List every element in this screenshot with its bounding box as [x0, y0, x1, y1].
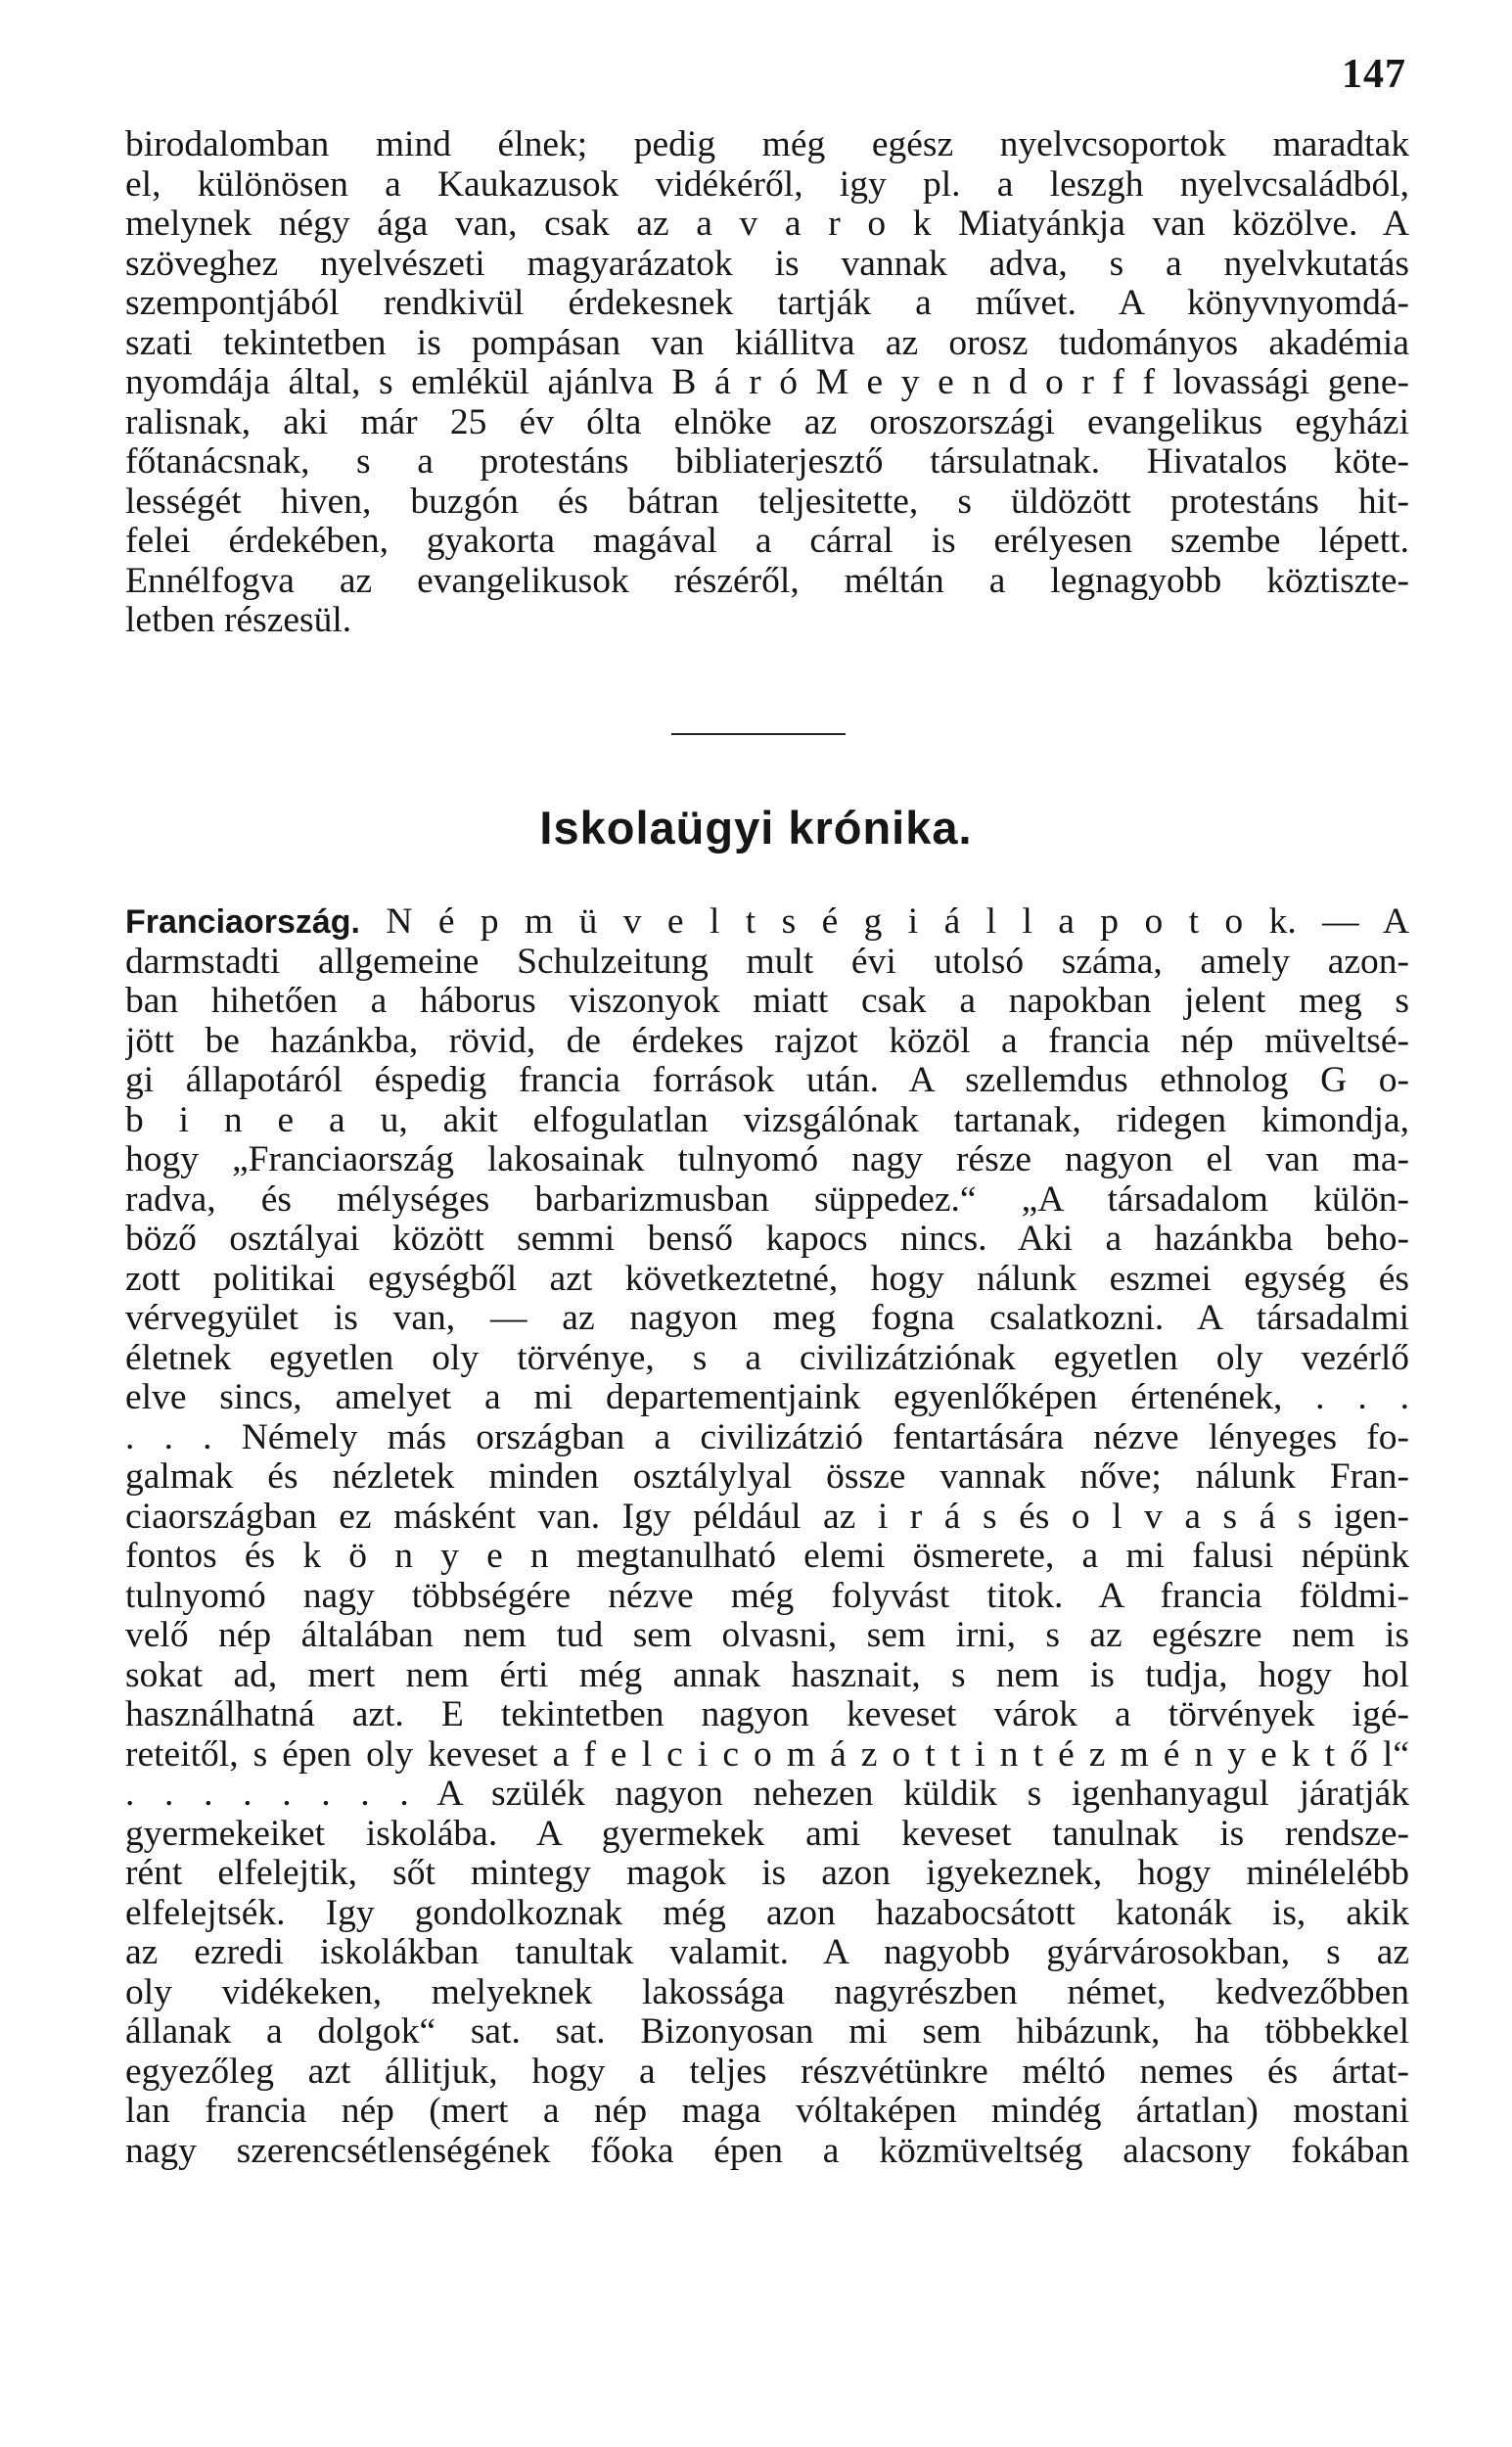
text-line-first	[125, 902, 1409, 943]
text-line: darmstadti allgemeine Schulzeitung mult évi utolsó száma, amely azon-	[125, 942, 1409, 982]
run-in-heading: Franciaország.	[125, 903, 360, 941]
section-body	[125, 902, 1409, 2171]
text-line: velő nép általában nem tud sem olvasni, sem irni, s az egészre nem is	[125, 1616, 1409, 1655]
page-number: 147	[1342, 52, 1406, 97]
text-line: lességét hiven, buzgón és bátran teljesitette, s üldözött protestáns hit-	[125, 482, 1409, 522]
text-line: jött be hazánkba, rövid, de érdekes rajzot közöl a francia nép müveltsé-	[125, 1021, 1409, 1061]
text-line: böző osztályai között semmi benső kapocs nincs. Aki a hazánkba beho-	[125, 1220, 1409, 1259]
text-line: el, különösen a Kaukazusok vidékéről, igy pl. a leszgh nyelvcsaládból,	[125, 164, 1409, 205]
text-line: Ennélfogva az evangelikusok részéről, méltán a legnagyobb köztiszte-	[125, 561, 1409, 601]
text-line: állanak a dolgok“ sat. sat. Bizonyosan mi sem hibázunk, ha többekkel	[125, 2012, 1409, 2052]
text-line: radva, és mélységes barbarizmusban süppedez.“ „A társadalom külön-	[125, 1179, 1409, 1220]
text-line: b i n e a u, akit elfogulatlan vizsgálónak tartanak, ridegen kimondja,	[125, 1100, 1409, 1140]
text-line: szati tekintetben is pompásan van kiállitva az orosz tudományos akadémia	[125, 323, 1409, 363]
text-line: elfelejtsék. Igy gondolkoznak még azon hazabocsátott katonák is, akik	[125, 1893, 1409, 1933]
text-line: egyezőleg azt állitjuk, hogy a teljes részvétünkre méltó nemes és ártat-	[125, 2052, 1409, 2092]
text-line: ciaországban ez másként van. Igy például az i r á s és o l v a s á s igen-	[125, 1497, 1409, 1537]
text-line: sokat ad, mert nem érti még annak hasznait, s nem is tudja, hogy hol	[125, 1655, 1409, 1695]
text-line: reteitől, s épen oly keveset a f e l c i c o m á z o t t i n t é z m é n y e k t ő l“	[125, 1734, 1409, 1775]
text-line: fontos és k ö n y e n megtanulható elemi ösmerete, a mi falusi népünk	[125, 1537, 1409, 1576]
first-line-text: N é p m ü v e l t s é g i á l l a p o t o k. — A	[359, 902, 1409, 942]
text-line: rént elfelejtik, sőt mintegy magok is azon igyekeznek, hogy minélelébb	[125, 1854, 1409, 1893]
text-line: gyermekeiket iskolába. A gyermekek ami keveset tanulnak is rendsze-	[125, 1814, 1409, 1854]
text-line: gi állapotáról éspedig francia források után. A szellemdus ethnolog G o-	[125, 1061, 1409, 1100]
section-divider	[671, 733, 846, 735]
text-line: az ezredi iskolákban tanultak valamit. A nagyobb gyárvárosokban, s az	[125, 1933, 1409, 1972]
text-line: birodalomban mind élnek; pedig még egész nyelvcsoportok maradtak	[125, 125, 1409, 164]
text-line: használhatná azt. E tekintetben nagyon keveset várok a törvények igé-	[125, 1695, 1409, 1734]
text-line: szempontjából rendkivül érdekesnek tartják a művet. A könyvnyomdá-	[125, 284, 1409, 323]
text-line: elve sincs, amelyet a mi departementjaink egyenlőképen értenének, . . .	[125, 1378, 1409, 1417]
text-line: felei érdekében, gyakorta magával a cárral is erélyesen szembe lépett.	[125, 522, 1409, 561]
text-line: . . . . . . . . A szülék nagyon nehezen küldik s igenhanyagul járatják	[125, 1775, 1409, 1814]
text-line: galmak és nézletek minden osztálylyal össze vannak nőve; nálunk Fran-	[125, 1457, 1409, 1497]
text-line: nagy szerencsétlenségének főoka épen a közmüveltség alacsony fokában	[125, 2131, 1409, 2171]
text-line: . . . Némely más országban a civilizátzió fentartására nézve lényeges fo-	[125, 1417, 1409, 1457]
paragraph-1	[125, 125, 1409, 641]
text-line: szöveghez nyelvészeti magyarázatok is vannak adva, s a nyelvkutatás	[125, 244, 1409, 284]
text-line: tulnyomó nagy többségére nézve még folyvást titok. A francia földmi-	[125, 1576, 1409, 1616]
text-line: melynek négy ága van, csak az a v a r o k Miatyánkja van közölve. A	[125, 205, 1409, 244]
text-line: főtanácsnak, s a protestáns bibliaterjesztő társulatnak. Hivatalos köte-	[125, 442, 1409, 482]
text-line: zott politikai egységből azt következtetné, hogy nálunk eszmei egység és	[125, 1259, 1409, 1299]
text-line: életnek egyetlen oly törvénye, s a civilizátziónak egyetlen oly vezérlő	[125, 1338, 1409, 1378]
text-line: lan francia nép (mert a nép maga vóltaképen mindég ártatlan) mostani	[125, 2092, 1409, 2131]
text-line: nyomdája által, s emlékül ajánlva B á r ó M e y e n d o r f f lovassági gene-	[125, 363, 1409, 402]
text-line: hogy „Franciaország lakosainak tulnyomó nagy része nagyon el van ma-	[125, 1140, 1409, 1179]
text-line: ralisnak, aki már 25 év ólta elnöke az oroszországi evangelikus egyházi	[125, 402, 1409, 442]
text-line: oly vidékeken, melyeknek lakossága nagyrészben német, kedvezőbben	[125, 1972, 1409, 2012]
text-line: ban hihetően a háborus viszonyok miatt csak a napokban jelent meg s	[125, 982, 1409, 1021]
text-line: vérvegyület is van, — az nagyon meg fogna csalatkozni. A társadalmi	[125, 1299, 1409, 1338]
section-heading: Iskolaügyi krónika.	[539, 802, 973, 854]
text-line: letben részesül.	[125, 601, 352, 640]
